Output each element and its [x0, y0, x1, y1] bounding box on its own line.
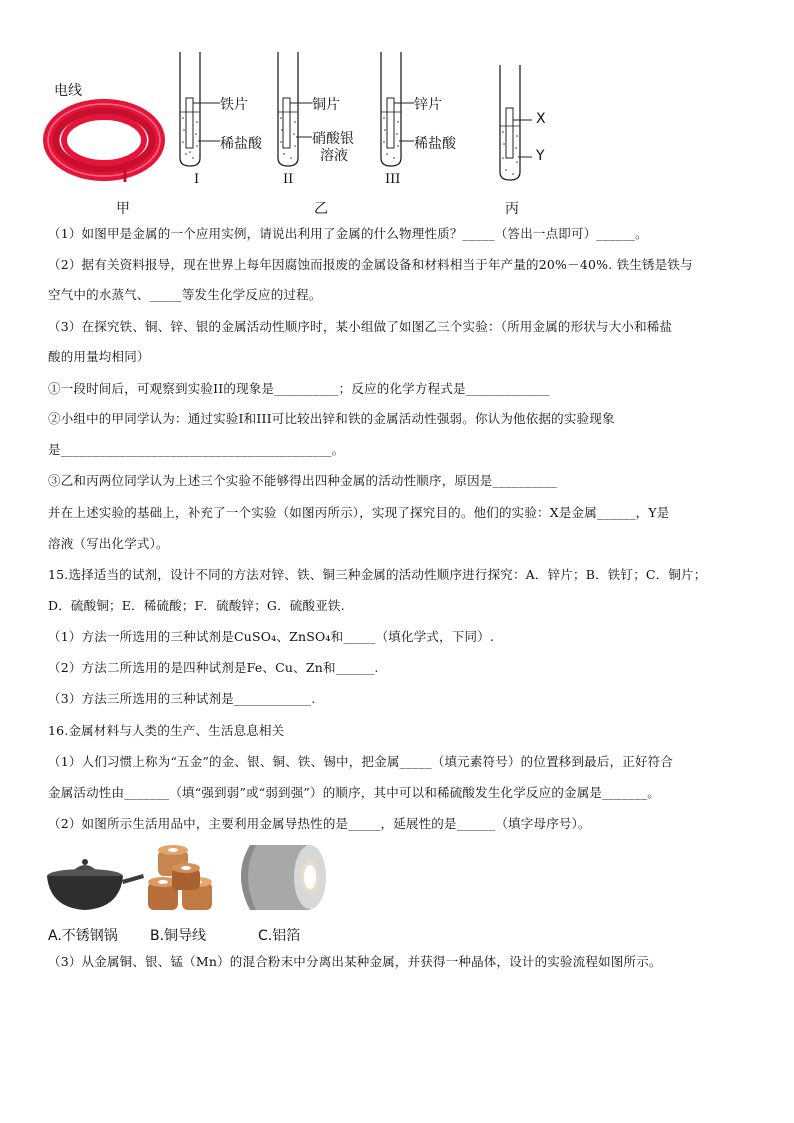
tube3-top-label: 锌片	[414, 97, 442, 113]
roman-label-3: III	[385, 172, 401, 187]
wire-label: 电线	[54, 83, 82, 99]
text-line: ①一段时间后，可观察到实验II的现象是__________；反应的化学方程式是_____________	[48, 381, 550, 396]
tube2-bottom-label-2: 溶液	[320, 148, 348, 164]
tube1-top-label: 铁片	[220, 97, 248, 113]
roman-label-1: I	[194, 172, 200, 187]
text-line: （3）从金属铜、银、锰（Mn）的混合粉末中分离出某种金属，并获得一种晶体，设计的实验流程如图所示。	[48, 954, 662, 969]
text-line: （1）人们习惯上称为“五金”的金、银、铜、铁、锡中，把金属_____（填元素符号）的位置移到最后，正好符合	[48, 754, 674, 769]
tube2-bottom-label-1: 硝酸银	[312, 131, 354, 147]
test-tube-4	[500, 65, 532, 180]
caption-bing: 丙	[505, 201, 519, 217]
text-line: （3）在探究铁、铜、锌、银的金属活动性顺序时，某小组做了如图乙三个实验：（所用金属的形状与大小和稀盐	[48, 319, 673, 334]
tube3-bottom-label: 稀盐酸	[414, 136, 456, 152]
test-tube-1	[180, 52, 220, 166]
tube4-top-label: X	[536, 111, 546, 127]
text-line: 15.选择适当的试剂，设计不同的方法对锌、铁、铜三种金属的活动性顺序进行探究：A．锌片；B．铁钉；C．铜片；	[48, 567, 707, 582]
text-line: 金属活动性由_______（填“强到弱”或“弱到强”）的顺序，其中可以和稀硫酸发生化学反应的金属是_______。	[48, 785, 660, 800]
text-line: 酸的用量均相同）	[48, 349, 150, 364]
figure-2	[0, 840, 794, 930]
text-line: D．硫酸铜；E．稀硫酸；F．硫酸锌；G．硫酸亚铁.	[48, 598, 345, 613]
aluminum-foil-image	[241, 845, 326, 910]
caption-b: B.铜导线	[150, 928, 207, 944]
text-line: ②小组中的甲同学认为：通过实验I和III可比较出锌和铁的金属活动性强弱。你认为他依据的实验现象	[48, 411, 615, 426]
text-line: （2）据有关资料报导，现在世界上每年因腐蚀而报废的金属设备和材料相当于年产量的20%－40%. 铁生锈是铁与	[48, 257, 693, 272]
roman-label-2: II	[283, 172, 294, 187]
text-line: 并在上述实验的基础上，补充了一个实验（如图丙所示），实现了探究目的。他们的实验：X是金属______，Y是	[48, 505, 670, 520]
tube2-top-label: 铜片	[312, 97, 340, 113]
text-line: （2）方法二所选用的是四种试剂是Fe、Cu、Zn和______.	[48, 660, 379, 675]
tube1-bottom-label: 稀盐酸	[220, 136, 262, 152]
text-line: 空气中的水蒸气、_____等发生化学反应的过程。	[48, 287, 322, 302]
text-line: 溶液（写出化学式）。	[48, 536, 169, 551]
copper-wire-image	[148, 845, 212, 910]
test-tube-2	[278, 52, 312, 166]
tube4-bottom-label: Y	[536, 148, 545, 164]
caption-yi: 乙	[314, 201, 328, 217]
text-line: 16.金属材料与人类的生产、生活息息相关	[48, 723, 285, 738]
caption-jia: 甲	[116, 201, 130, 217]
test-tube-3	[381, 52, 414, 166]
wok-image	[47, 859, 144, 910]
wire-coil-image	[48, 104, 160, 182]
text-line: （2）如图所示生活用品中，主要利用金属导热性的是_____，延展性的是______（填字母序号）。	[48, 816, 591, 831]
text-line: 是__________________________________________。	[48, 442, 345, 457]
text-line: ③乙和丙两位同学认为上述三个实验不能够得出四种金属的活动性顺序，原因是__________	[48, 473, 558, 488]
text-line: （1）如图甲是金属的一个应用实例，请说出利用了金属的什么物理性质？_____（答出一点即可）______。	[48, 226, 648, 241]
text-line: （1）方法一所选用的三种试剂是CuSO₄、ZnSO₄和_____（填化学式，下同）.	[48, 629, 495, 644]
text-line: （3）方法三所选用的三种试剂是____________.	[48, 691, 316, 706]
caption-a: A.不锈钢锅	[48, 928, 118, 944]
caption-c: C.铝箔	[258, 928, 301, 944]
